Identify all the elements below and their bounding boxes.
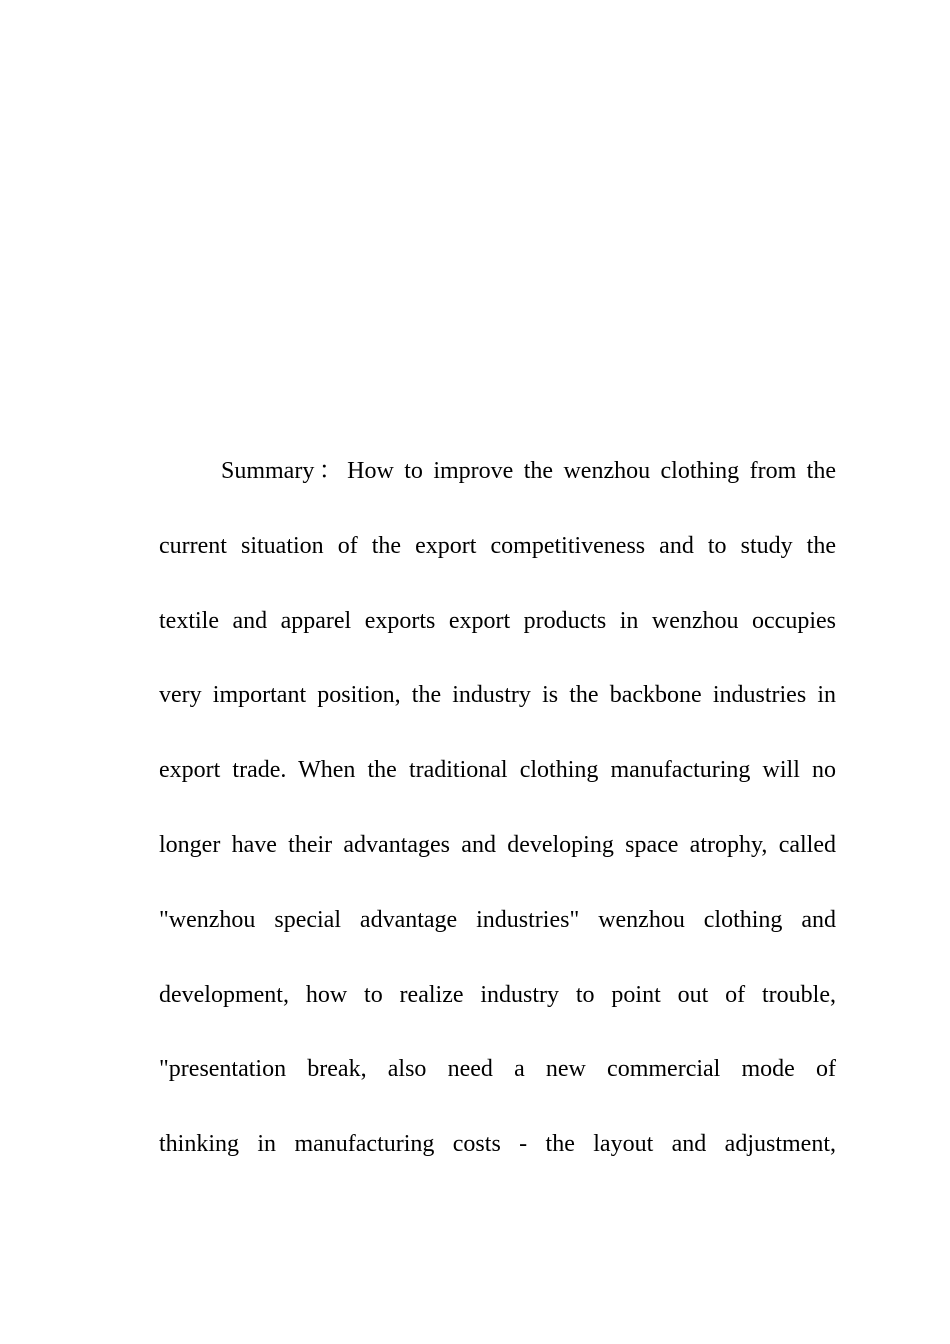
summary-line: textile and apparel exports export products in wenzhou occupies [159, 607, 836, 634]
summary-line: Summary：How to improve the wenzhou clothing from the [221, 458, 836, 484]
summary-line: "wenzhou special advantage industries" wenzhou clothing and [159, 906, 836, 933]
summary-line: development, how to realize industry to point out of trouble, [159, 981, 836, 1008]
summary-line: "presentation break, also need a new commercial mode of [159, 1056, 836, 1083]
summary-paragraph [159, 434, 836, 1182]
summary-line: export trade. When the traditional clothing manufacturing will no [159, 757, 836, 784]
summary-line: longer have their advantages and developing space atrophy, called [159, 831, 836, 858]
summary-line: thinking in manufacturing costs - the layout and adjustment, [159, 1131, 836, 1158]
summary-line: very important position, the industry is the backbone industries in [159, 682, 836, 709]
summary-line: current situation of the export competitiveness and to study the [159, 532, 836, 559]
